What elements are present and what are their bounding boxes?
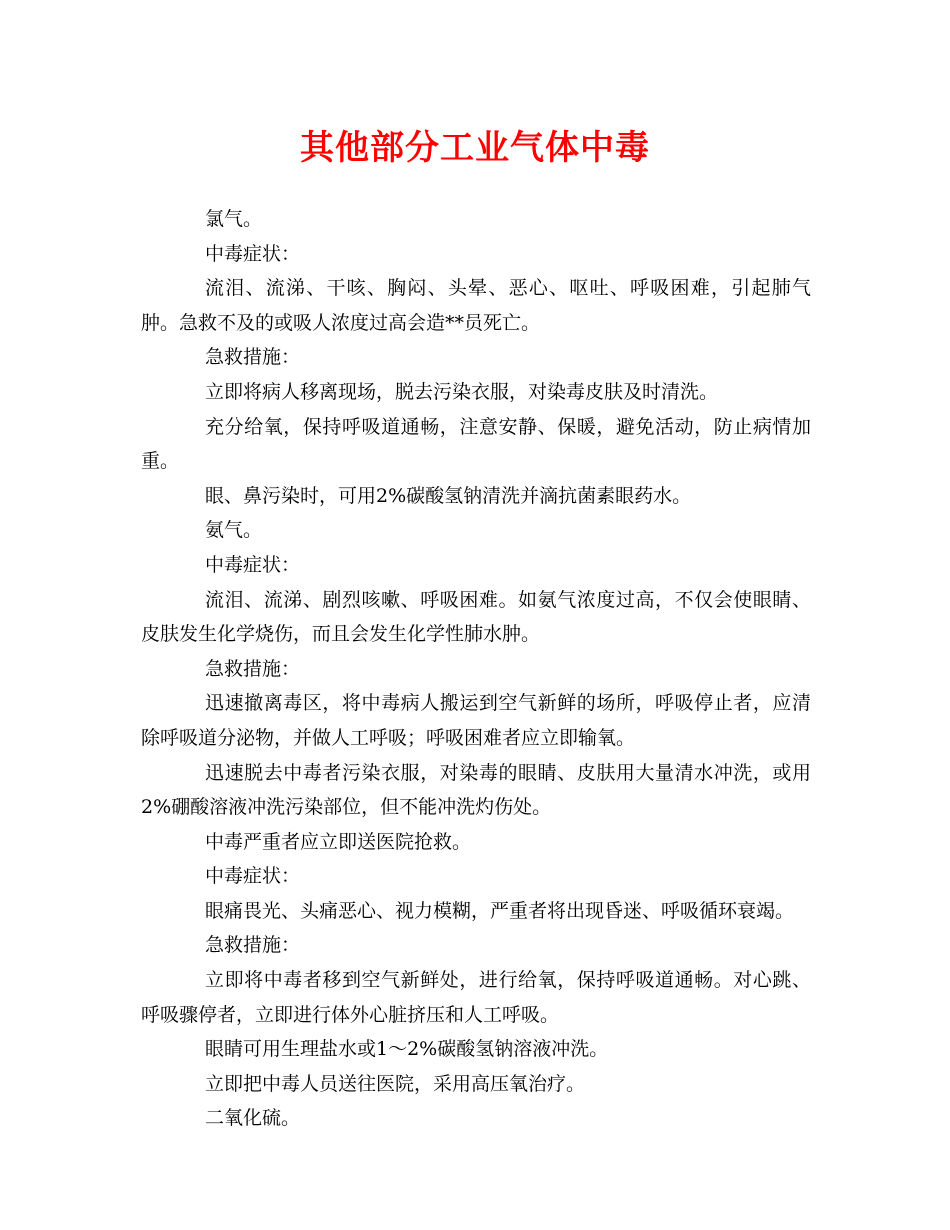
paragraph: 中毒严重者应立即送医院抢救。: [205, 830, 472, 853]
paragraph: 流泪、流涕、干咳、胸闷、头晕、恶心、呕吐、呼吸困难，引起肺气肿。急救不及的或吸人浓度过高会造**员死亡。: [141, 277, 811, 334]
paragraph: 二氧化硫。: [205, 1107, 301, 1130]
paragraph: 急救措施：: [205, 934, 301, 957]
paragraph: 中毒症状：: [205, 865, 301, 888]
page-title: 其他部分工业气体中毒: [300, 128, 650, 168]
paragraph: 立即把中毒人员送往医院，采用高压氧治疗。: [205, 1072, 586, 1095]
paragraph: 氨气。: [205, 519, 263, 542]
paragraph: 流泪、流涕、剧烈咳嗽、呼吸困难。如氨气浓度过高，不仅会使眼睛、皮肤发生化学烧伤，而且会发生化学性肺水肿。: [141, 588, 811, 646]
paragraph: 中毒症状：: [205, 242, 301, 265]
paragraph: 急救措施：: [205, 346, 301, 369]
document-body: [141, 202, 811, 1136]
paragraph: 迅速脱去中毒者污染衣服，对染毒的眼睛、皮肤用大量清水冲洗，或用2%硼酸溶液冲洗污染部位，但不能冲洗灼伤处。: [141, 761, 811, 819]
paragraph: 充分给氧，保持呼吸道通畅，注意安静、保暖，避免活动，防止病情加重。: [141, 415, 811, 473]
paragraph: 急救措施：: [205, 657, 301, 680]
paragraph: 迅速撤离毒区，将中毒病人搬运到空气新鲜的场所，呼吸停止者，应清除呼吸道分泌物，并做人工呼吸；呼吸困难者应立即输氧。: [141, 692, 811, 749]
paragraph: 眼睛可用生理盐水或1～2%碳酸氢钠溶液冲洗。: [205, 1038, 609, 1061]
paragraph: 中毒症状：: [205, 553, 301, 576]
paragraph: 眼、鼻污染时，可用2%碳酸氢钠清洗并滴抗菌素眼药水。: [205, 484, 692, 507]
paragraph: 立即将中毒者移到空气新鲜处，进行给氧，保持呼吸道通畅。对心跳、呼吸骤停者，立即进行体外心脏挤压和人工呼吸。: [141, 969, 811, 1026]
paragraph: 氯气。: [205, 208, 263, 230]
paragraph: 眼痛畏光、头痛恶心、视力模糊，严重者将出现昏迷、呼吸循环衰竭。: [205, 899, 795, 922]
paragraph: 立即将病人移离现场，脱去污染衣服，对染毒皮肤及时清洗。: [205, 380, 719, 403]
